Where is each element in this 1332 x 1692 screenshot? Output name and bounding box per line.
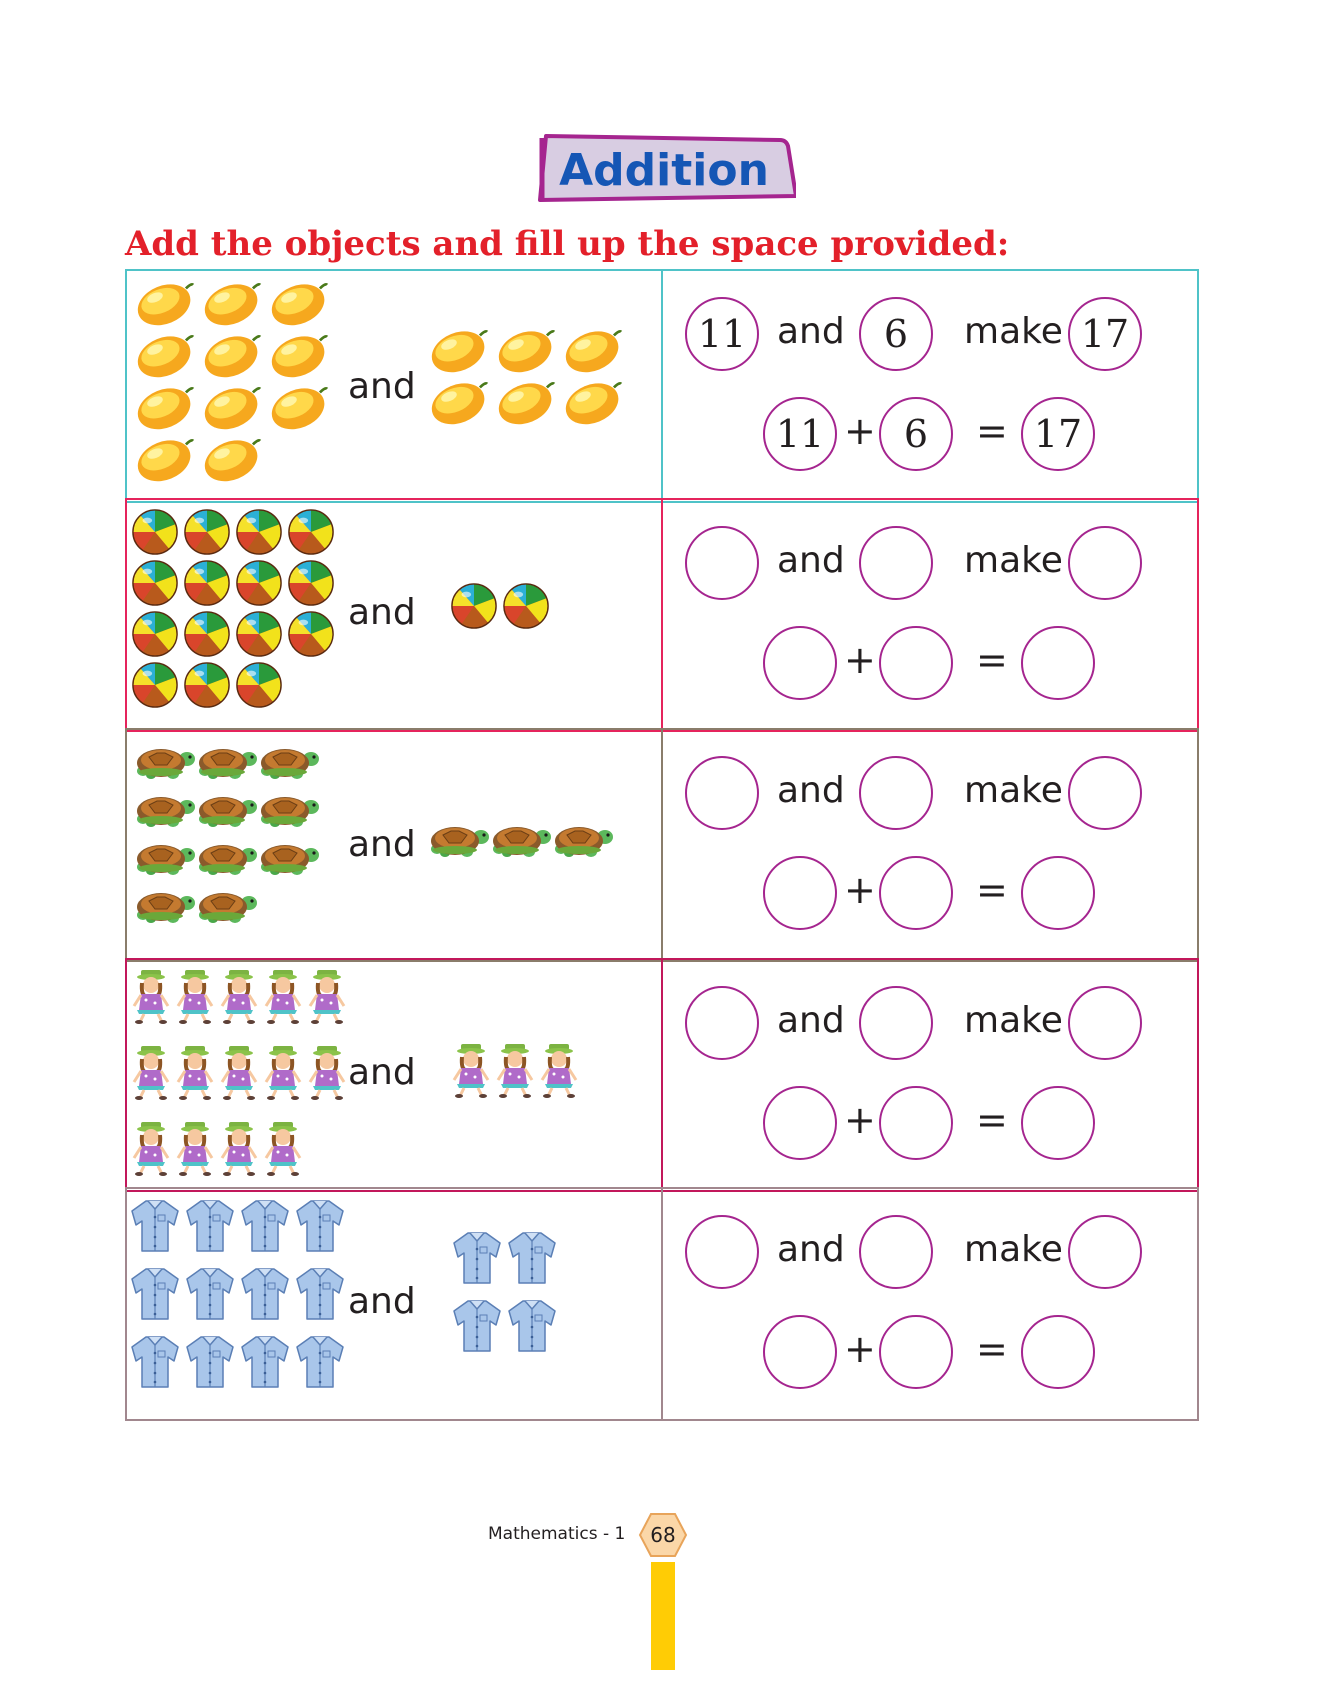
shirt-icon [451, 1229, 503, 1289]
doll-icon [307, 1044, 347, 1104]
ball-icon [450, 582, 498, 634]
plus-sign: + [844, 868, 876, 912]
ball-icon [183, 508, 231, 560]
first-addend-circle[interactable] [685, 986, 759, 1060]
ball-icon [131, 559, 179, 611]
doll-icon [219, 968, 259, 1028]
mango-icon [202, 331, 262, 383]
turtle-icon [133, 740, 195, 786]
second-addend-circle[interactable] [859, 986, 933, 1060]
ball-icon [287, 559, 335, 611]
ball-icon [235, 610, 283, 662]
mango-icon [563, 378, 623, 430]
turtle-icon [195, 836, 257, 882]
equals-sign: = [976, 868, 1008, 912]
doll-icon [219, 1044, 259, 1104]
ball-icon [183, 661, 231, 713]
exercise-row [125, 958, 1199, 1194]
turtle-icon [551, 818, 613, 864]
doll-icon [307, 968, 347, 1028]
shirt-icon [129, 1333, 181, 1393]
equation-first-circle[interactable] [763, 626, 837, 700]
second-addend-circle[interactable]: 6 [859, 297, 933, 371]
equation-sum-circle[interactable]: 17 [1021, 397, 1095, 471]
make-label: make [964, 311, 1063, 352]
turtle-icon [133, 836, 195, 882]
make-label: make [964, 1000, 1063, 1041]
equals-sign: = [976, 409, 1008, 453]
turtle-icon [195, 740, 257, 786]
shirt-icon [239, 1333, 291, 1393]
mango-icon [269, 383, 329, 435]
mango-icon [269, 331, 329, 383]
mango-icon [202, 279, 262, 331]
equation-sum-circle[interactable] [1021, 1086, 1095, 1160]
mango-icon [135, 435, 195, 487]
equals-sign: = [976, 1098, 1008, 1142]
shirt-icon [506, 1297, 558, 1357]
answer-cell [661, 958, 1199, 1192]
make-label: make [964, 540, 1063, 581]
equation-first-circle[interactable] [763, 1315, 837, 1389]
mango-icon [202, 435, 262, 487]
equation-second-circle[interactable] [879, 1315, 953, 1389]
equation-sum-circle[interactable] [1021, 626, 1095, 700]
and-label: and [348, 1281, 416, 1322]
mango-icon [135, 331, 195, 383]
doll-icon [131, 1120, 171, 1180]
objects-cell [125, 269, 663, 503]
first-addend-circle[interactable]: 11 [685, 297, 759, 371]
second-addend-circle[interactable] [859, 1215, 933, 1289]
footer-subject: Mathematics - 1 [488, 1524, 626, 1544]
exercise-row [125, 728, 1199, 964]
plus-sign: + [844, 638, 876, 682]
turtle-icon [257, 788, 319, 834]
exercise-row [125, 498, 1199, 734]
objects-cell [125, 1187, 663, 1421]
first-addend-circle[interactable] [685, 1215, 759, 1289]
ball-icon [235, 661, 283, 713]
doll-icon [539, 1042, 579, 1102]
ball-icon [287, 508, 335, 560]
ball-icon [131, 610, 179, 662]
ball-icon [131, 661, 179, 713]
shirt-icon [451, 1297, 503, 1357]
objects-cell [125, 728, 663, 962]
sum-circle[interactable] [1068, 526, 1142, 600]
plus-sign: + [844, 409, 876, 453]
plus-sign: + [844, 1098, 876, 1142]
turtle-icon [489, 818, 551, 864]
sum-circle[interactable] [1068, 756, 1142, 830]
shirt-icon [239, 1265, 291, 1325]
shirt-icon [129, 1265, 181, 1325]
equation-second-circle[interactable]: 6 [879, 397, 953, 471]
mango-icon [429, 326, 489, 378]
ball-icon [502, 582, 550, 634]
doll-icon [219, 1120, 259, 1180]
doll-icon [131, 968, 171, 1028]
equals-sign: = [976, 1327, 1008, 1371]
mango-icon [135, 383, 195, 435]
turtle-icon [427, 818, 489, 864]
exercise-row [125, 269, 1199, 505]
equation-sum-circle[interactable] [1021, 856, 1095, 930]
equation-first-circle[interactable] [763, 1086, 837, 1160]
sum-circle[interactable]: 17 [1068, 297, 1142, 371]
make-label: make [964, 1229, 1063, 1270]
page-number: 68 [650, 1523, 676, 1547]
ball-icon [235, 508, 283, 560]
mango-icon [429, 378, 489, 430]
shirt-icon [506, 1229, 558, 1289]
and-label: and [348, 824, 416, 865]
doll-icon [175, 968, 215, 1028]
mango-icon [202, 383, 262, 435]
and-label: and [348, 1052, 416, 1093]
answer-cell [661, 728, 1199, 962]
mango-icon [563, 326, 623, 378]
equation-second-circle[interactable] [879, 1086, 953, 1160]
shirt-icon [239, 1197, 291, 1257]
shirt-icon [294, 1265, 346, 1325]
plus-sign: + [844, 1327, 876, 1371]
second-addend-circle[interactable] [859, 756, 933, 830]
shirt-icon [294, 1333, 346, 1393]
second-addend-circle[interactable] [859, 526, 933, 600]
answer-cell [661, 269, 1199, 503]
and-label: and [348, 366, 416, 407]
instruction-heading: Add the objects and fill up the space provided: [125, 224, 1010, 264]
answer-cell [661, 498, 1199, 732]
doll-icon [175, 1120, 215, 1180]
shirt-icon [129, 1197, 181, 1257]
doll-icon [495, 1042, 535, 1102]
doll-icon [263, 968, 303, 1028]
equation-sum-circle[interactable] [1021, 1315, 1095, 1389]
equation-second-circle[interactable] [879, 626, 953, 700]
turtle-icon [133, 788, 195, 834]
mango-icon [269, 279, 329, 331]
doll-icon [451, 1042, 491, 1102]
turtle-icon [257, 740, 319, 786]
doll-icon [131, 1044, 171, 1104]
title-tab [532, 130, 796, 210]
shirt-icon [184, 1265, 236, 1325]
ball-icon [183, 610, 231, 662]
sum-circle[interactable] [1068, 1215, 1142, 1289]
make-label: make [964, 770, 1063, 811]
equation-second-circle[interactable] [879, 856, 953, 930]
mango-icon [496, 378, 556, 430]
ball-icon [235, 559, 283, 611]
doll-icon [263, 1120, 303, 1180]
equation-first-circle[interactable]: 11 [763, 397, 837, 471]
mango-icon [135, 279, 195, 331]
answer-cell [661, 1187, 1199, 1421]
and-label: and [777, 770, 845, 811]
turtle-icon [195, 788, 257, 834]
turtle-icon [133, 884, 195, 930]
objects-cell [125, 498, 663, 732]
page-bar-decoration [651, 1562, 675, 1670]
ball-icon [287, 610, 335, 662]
page-title: Addition [559, 144, 769, 196]
shirt-icon [184, 1333, 236, 1393]
sum-circle[interactable] [1068, 986, 1142, 1060]
and-label: and [777, 540, 845, 581]
equation-first-circle[interactable] [763, 856, 837, 930]
shirt-icon [294, 1197, 346, 1257]
first-addend-circle[interactable] [685, 526, 759, 600]
and-label: and [348, 592, 416, 633]
first-addend-circle[interactable] [685, 756, 759, 830]
equals-sign: = [976, 638, 1008, 682]
mango-icon [496, 326, 556, 378]
and-label: and [777, 1000, 845, 1041]
and-label: and [777, 1229, 845, 1270]
and-label: and [777, 311, 845, 352]
turtle-icon [195, 884, 257, 930]
doll-icon [175, 1044, 215, 1104]
doll-icon [263, 1044, 303, 1104]
turtle-icon [257, 836, 319, 882]
objects-cell [125, 958, 663, 1192]
ball-icon [183, 559, 231, 611]
ball-icon [131, 508, 179, 560]
exercise-row [125, 1187, 1199, 1423]
shirt-icon [184, 1197, 236, 1257]
